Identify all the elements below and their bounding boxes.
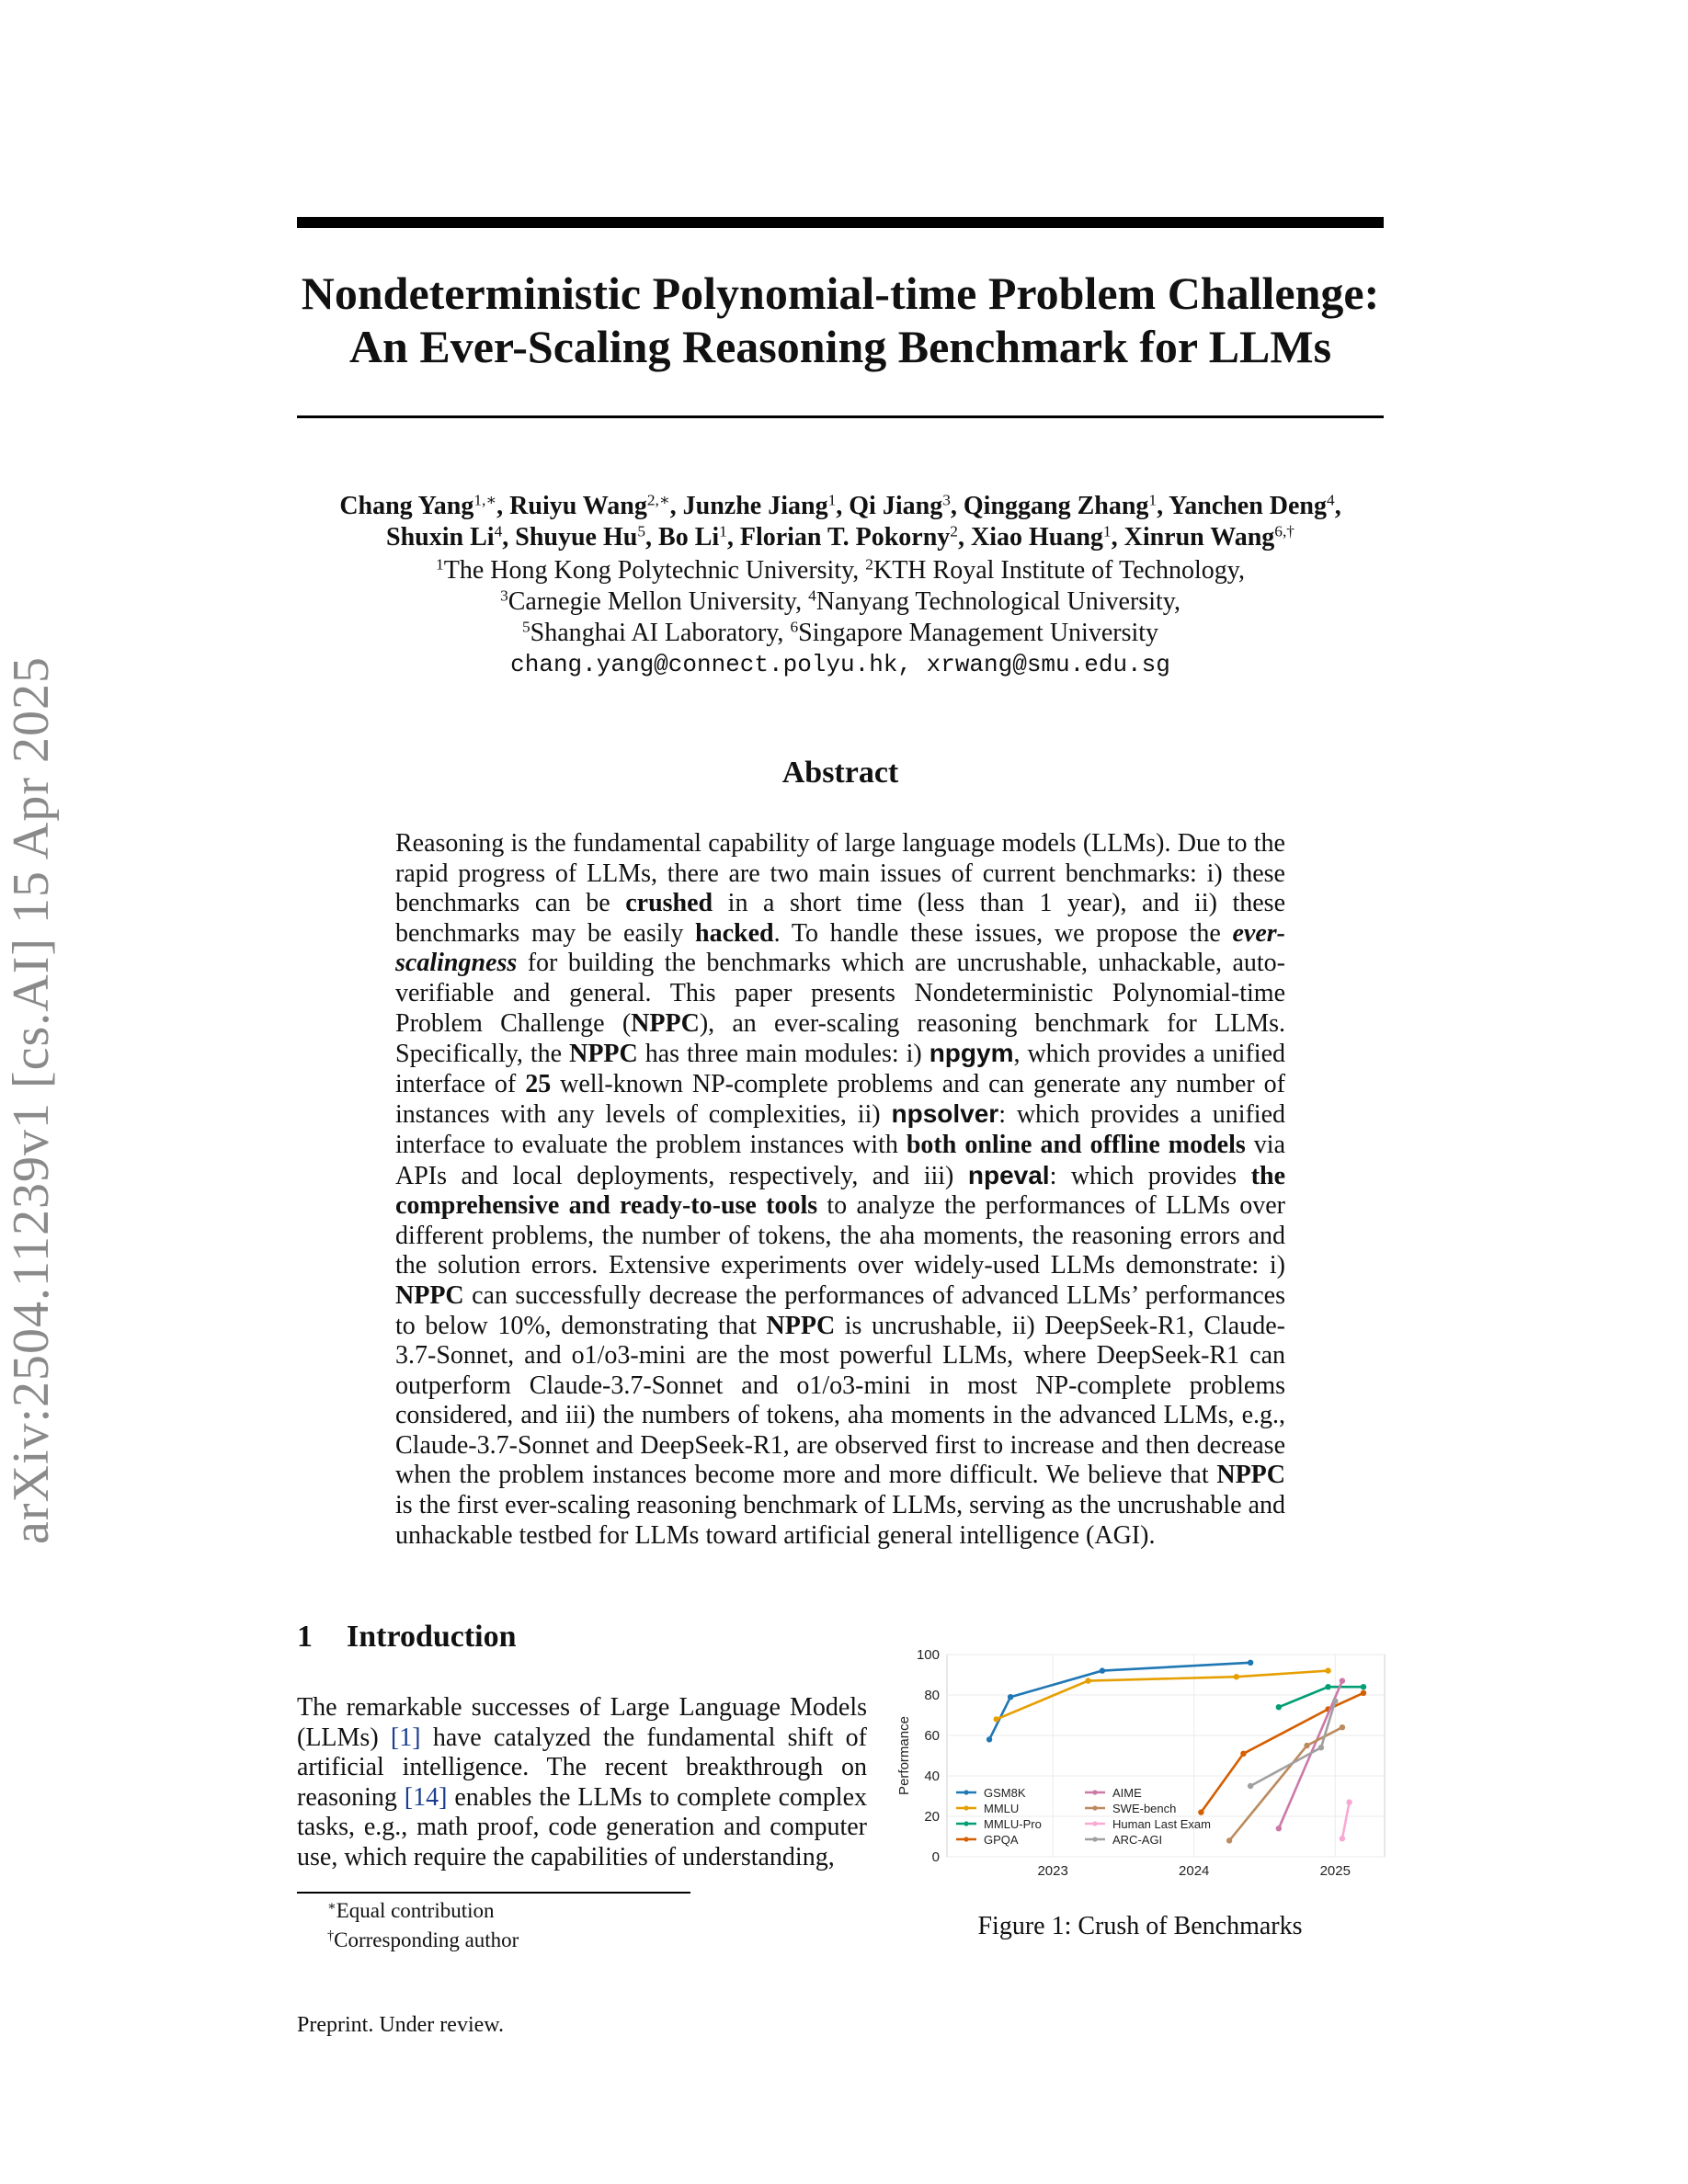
bold-text: NPPC xyxy=(395,1280,464,1310)
author-name: Qi Jiang xyxy=(849,492,943,520)
author-affiliation-mark: 1 xyxy=(1102,522,1112,540)
legend-label: MMLU-Pro xyxy=(984,1817,1042,1831)
legend-label: SWE-bench xyxy=(1112,1802,1177,1815)
preprint-note: Preprint. Under review. xyxy=(297,2013,505,2037)
data-point xyxy=(1248,1660,1253,1666)
data-point xyxy=(1226,1837,1232,1843)
data-point xyxy=(1276,1704,1282,1710)
author-affiliation-mark: 1 xyxy=(827,491,837,509)
title-top-rule xyxy=(297,217,1384,228)
author-name: Shuyue Hu xyxy=(515,523,638,552)
footnote-rule xyxy=(297,1892,690,1894)
data-point xyxy=(1008,1694,1013,1700)
text-run: to analyze the performances of LLMs over different problems, the number of tokens, the aha moments, the reasoning errors and the solution errors. Extensive experiments over widely-used LLMs demonstrate: i) xyxy=(395,1191,1285,1280)
bold-text: NPPC xyxy=(766,1311,836,1340)
affiliation-name: Shanghai AI Laboratory, xyxy=(530,619,791,647)
data-point xyxy=(1248,1783,1253,1789)
legend-label: GPQA xyxy=(984,1833,1019,1847)
legend-label: AIME xyxy=(1112,1786,1142,1800)
data-point xyxy=(1276,1826,1282,1831)
author-affiliation-mark: 1 xyxy=(1148,491,1158,509)
bold-text: NPPC xyxy=(569,1040,638,1069)
affiliation-name: KTH Royal Institute of Technology, xyxy=(873,556,1245,585)
data-point xyxy=(1332,1698,1338,1703)
y-tick-label: 60 xyxy=(924,1728,940,1744)
author-emails[interactable]: chang.yang@connect.polyu.hk, xrwang@smu.edu.sg xyxy=(510,651,1170,678)
affiliation-mark: 2 xyxy=(865,555,873,574)
bold-italic-text: ever-scalingness xyxy=(395,918,1285,978)
data-point xyxy=(1198,1809,1203,1814)
author-name: Chang Yang xyxy=(339,492,474,520)
author-affiliation-mark: 5 xyxy=(637,522,646,540)
title-line-2: An Ever-Scaling Reasoning Benchmark for LLMs xyxy=(348,321,1332,372)
section-title: Introduction xyxy=(347,1620,517,1654)
author-name: Ruiyu Wang xyxy=(509,492,647,520)
text-run: has three main modules: i) xyxy=(637,1040,930,1069)
author-name: Florian T. Pokorny xyxy=(739,523,951,552)
text-run: via APIs and local deployments, respectively, and iii) xyxy=(395,1130,1285,1190)
figure-caption: Figure 1: Crush of Benchmarks xyxy=(977,1912,1303,1940)
affiliation-mark: 6 xyxy=(790,618,799,636)
text-run: is the first ever-scaling reasoning benchmark of LLMs, serving as the uncrushable and unhackable testbed for LLMs toward artificial general intelligence (AGI). xyxy=(395,1491,1285,1550)
bold-text: hacked xyxy=(695,918,774,948)
y-tick-label: 100 xyxy=(916,1647,940,1663)
y-tick-label: 20 xyxy=(924,1809,940,1825)
y-tick-label: 40 xyxy=(924,1769,940,1784)
paper-title xyxy=(297,267,1384,373)
footnote-text: Corresponding author xyxy=(334,1928,519,1951)
text-run: : which provides a unified interface to evaluate the problem instances with xyxy=(395,1100,1286,1159)
data-point xyxy=(1346,1799,1352,1804)
affiliation-line-3 xyxy=(276,618,1405,649)
legend-label: Human Last Exam xyxy=(1112,1817,1211,1831)
text-run: in a short time (less than 1 year), and ii) these benchmarks may be easily xyxy=(395,889,1285,948)
footnote-mark: † xyxy=(327,1928,335,1944)
author-affiliation-mark: 1,∗ xyxy=(473,491,497,509)
data-point xyxy=(1361,1690,1366,1696)
affiliation-mark: 1 xyxy=(436,555,444,574)
author-affiliation-mark: 3 xyxy=(942,491,951,509)
citation-link[interactable]: [1] xyxy=(390,1723,421,1752)
data-point xyxy=(1361,1684,1366,1689)
text-run: The remarkable successes of Large Language Models (LLMs) xyxy=(297,1693,867,1752)
legend-label: MMLU xyxy=(984,1802,1020,1815)
text-run: Reasoning is the fundamental capability of large language models (LLMs). Due to the rapid progress of LLMs, there are two main issues of current benchmarks: i) these benchmarks can be xyxy=(395,829,1285,918)
citation-link[interactable]: [14] xyxy=(404,1782,448,1812)
affiliation-name: Singapore Management University xyxy=(798,619,1159,647)
title-line-1: Nondeterministic Polynomial-time Problem Challenge: xyxy=(301,267,1380,319)
author-affiliation-mark: 1 xyxy=(719,522,727,540)
title-bottom-rule xyxy=(297,415,1384,418)
footnote-mark: ∗ xyxy=(327,1899,336,1915)
data-point xyxy=(1085,1678,1090,1683)
data-point xyxy=(1340,1836,1345,1841)
text-run: : which provides xyxy=(1049,1161,1251,1190)
section-heading-introduction xyxy=(297,1620,517,1655)
legend-marker xyxy=(964,1805,968,1810)
data-point xyxy=(987,1736,992,1742)
data-point xyxy=(1304,1743,1309,1748)
affiliation-name: Carnegie Mellon University, xyxy=(508,587,809,616)
affiliations xyxy=(276,555,1405,680)
footnote-corresponding-author xyxy=(327,1927,519,1954)
author-affiliation-mark: 6,† xyxy=(1274,522,1295,540)
legend-label: GSM8K xyxy=(984,1786,1026,1800)
legend-marker xyxy=(1092,1805,1097,1810)
bold-text: both online and offline models xyxy=(906,1130,1246,1159)
author-affiliation-mark: 2,∗ xyxy=(646,491,670,509)
text-run: have catalyzed the fundamental shift of artificial intelligence. The recent breakthrough on reasoning xyxy=(297,1723,867,1812)
author-line-1: Chang Yang$^{1,∗}$, Ruiyu Wang$^{2,∗}$, Junzhe Jiang$^1$, Qi Jiang$^3$, Qinggang Zhang$^1$, Yanchen Deng$^4$, xyxy=(339,491,1341,520)
section-number: 1 xyxy=(297,1620,313,1654)
author-name: Xiao Huang xyxy=(970,523,1103,552)
author-affiliation-mark: 2 xyxy=(950,522,958,540)
x-tick-label: 2023 xyxy=(1037,1863,1068,1879)
arxiv-sidebar-stamp: arXiv:2504.11239v1 [cs.AI] 15 Apr 2025 xyxy=(3,655,60,1544)
x-tick-label: 2025 xyxy=(1319,1863,1351,1879)
author-list xyxy=(276,491,1405,553)
author-name: Yanchen Deng xyxy=(1169,492,1327,520)
introduction-body xyxy=(297,1693,867,1873)
data-point xyxy=(1240,1751,1246,1757)
affiliation-mark: 4 xyxy=(808,586,816,605)
affiliation-line-1 xyxy=(276,555,1405,586)
module-name: npsolver xyxy=(891,1099,999,1129)
legend-marker xyxy=(1092,1821,1097,1826)
legend-label: ARC-AGI xyxy=(1112,1833,1163,1847)
data-point xyxy=(1325,1684,1330,1689)
author-name: Qinggang Zhang xyxy=(963,492,1149,520)
y-axis-label: Performance xyxy=(896,1716,912,1795)
module-name: npeval xyxy=(967,1160,1050,1189)
data-point xyxy=(1325,1667,1330,1673)
affiliation-name: Nanyang Technological University, xyxy=(815,587,1180,616)
author-name: Bo Li xyxy=(658,523,720,552)
author-line-2: Shuxin Li$^4$, Shuyue Hu$^5$, Bo Li$^1$, Florian T. Pokorny$^2$, Xiao Huang$^1$, Xinrun Wang$^{6,\dagger}$ xyxy=(386,522,1295,552)
bold-text: 25 xyxy=(525,1069,552,1098)
data-point xyxy=(1340,1724,1345,1730)
benchmark-crush-chart xyxy=(883,1636,1397,1884)
abstract-body xyxy=(395,829,1285,1551)
bold-text: NPPC xyxy=(631,1008,700,1038)
y-tick-label: 80 xyxy=(924,1688,940,1703)
footnote-equal-contribution xyxy=(327,1897,495,1925)
data-point xyxy=(1100,1667,1105,1673)
y-tick-label: 0 xyxy=(931,1849,940,1865)
footnote-text: Equal contribution xyxy=(336,1899,495,1922)
text-run: , which provides a unified interface of xyxy=(395,1040,1285,1098)
author-name: Shuxin Li xyxy=(386,523,495,552)
text-run: well-known NP-complete problems and can generate any number of instances with any levels of complexities, ii) xyxy=(395,1069,1285,1130)
data-point xyxy=(994,1716,999,1722)
x-tick-label: 2024 xyxy=(1179,1863,1210,1879)
affiliation-line-2 xyxy=(276,586,1405,618)
text-run: can successfully decrease the performances of advanced LLMs’ performances to below 10%, demonstrating that xyxy=(395,1280,1285,1340)
text-run: ), an ever-scaling reasoning benchmark for LLMs. Specifically, the xyxy=(395,1008,1285,1069)
data-point xyxy=(1234,1674,1239,1679)
data-point xyxy=(1340,1678,1345,1683)
text-run: is uncrushable, ii) DeepSeek-R1, Claude-3.7-Sonnet, and o1/o3-mini are the most powerful LLMs, where DeepSeek-R1 can outperform Claude-3.7-Sonnet and o1/o3-mini in most NP-complete problems considered, and iii) the numbers of tokens, aha moments in the advanced LLMs, e.g., Claude-3.7-Sonnet and DeepSeek-R1, are observed first to increase and then decrease when the problem instances become more and more difficult. We believe that xyxy=(395,1311,1285,1490)
bold-text: NPPC xyxy=(1216,1461,1285,1490)
data-point xyxy=(1318,1745,1324,1750)
bold-text: the comprehensive and ready-to-use tools xyxy=(395,1161,1285,1221)
text-run: for building the benchmarks which are uncrushable, unhackable, auto-verifiable and general. This paper presents Nondeterministic Polynomial-time Problem Challenge ( xyxy=(395,949,1285,1038)
legend-marker xyxy=(964,1837,968,1841)
legend-marker xyxy=(1092,1790,1097,1794)
author-name: Junzhe Jiang xyxy=(682,492,828,520)
author-affiliation-mark: 4 xyxy=(494,522,503,540)
text-run: enables the LLMs to complete complex tasks, e.g., math proof, code generation and computer use, which require the capabilities of understanding, xyxy=(297,1782,868,1871)
legend-marker xyxy=(964,1821,968,1826)
affiliation-name: The Hong Kong Polytechnic University, xyxy=(443,556,866,585)
legend-marker xyxy=(964,1790,968,1794)
legend-marker xyxy=(1092,1837,1097,1841)
bold-text: crushed xyxy=(625,889,713,918)
affiliation-mark: 5 xyxy=(521,618,530,636)
abstract-heading: Abstract xyxy=(781,756,899,790)
affiliation-mark: 3 xyxy=(500,586,508,605)
author-name: Xinrun Wang xyxy=(1123,523,1275,552)
author-affiliation-mark: 4 xyxy=(1327,491,1335,509)
module-name: npgym xyxy=(929,1039,1014,1068)
text-run: . To handle these issues, we propose the xyxy=(773,918,1233,948)
